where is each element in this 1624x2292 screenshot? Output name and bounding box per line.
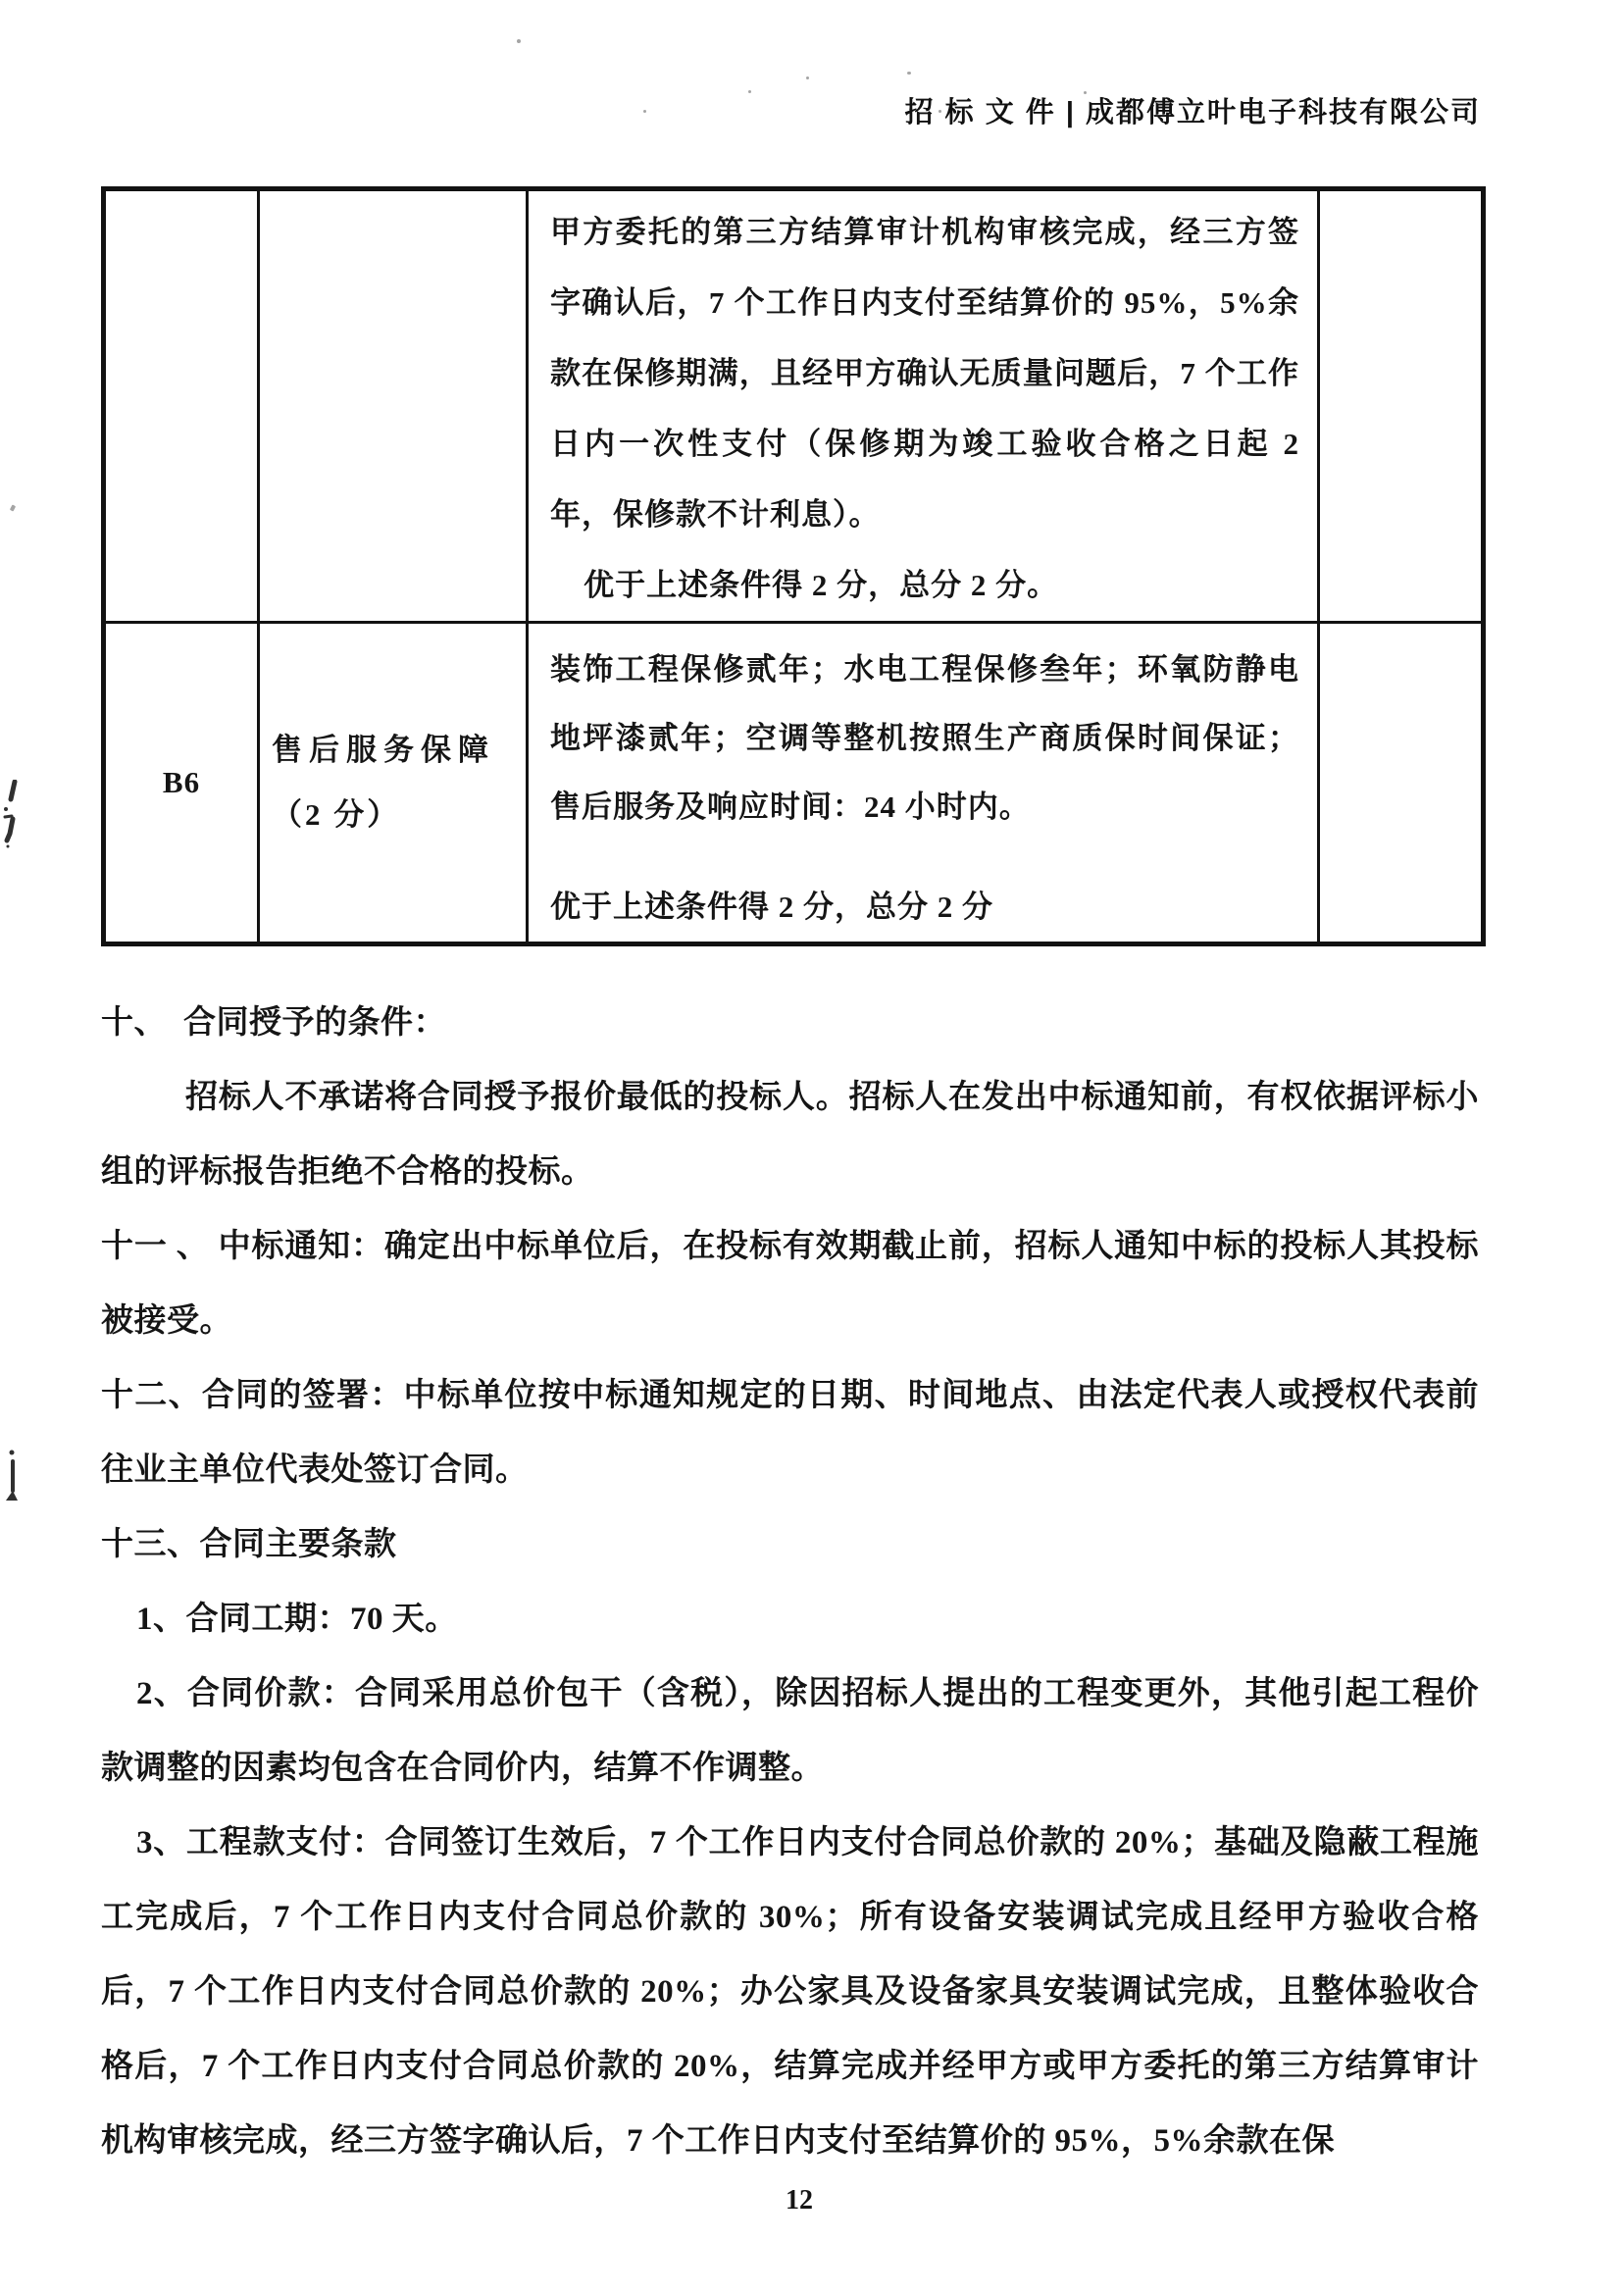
margin-pen-mark [4,1450,22,1504]
cell-criteria [259,623,528,944]
table-row-continuation [104,189,1484,623]
cell-description [528,623,1319,944]
section-heading-13: 十三、合同主要条款 [101,1527,397,1562]
scan-speck [643,110,646,113]
scan-speck [748,90,751,93]
bonus-condition-paragraph: 优于上述条件得 2 分，总分 2 分 [550,890,993,924]
clause-2-price: 2、合同价款：合同采用总价包干（含税），除因招标人提出的工程变更外，其他引起工程价款调整的因素均包含在合同价内，结算不作调整。 [101,1676,1479,1786]
page-number: 12 [786,2185,813,2216]
cell-score [1319,623,1484,944]
section-11: 十一 、 中标通知：确定出中标单位后，在投标有效期截止前，招标人通知中标的投标人其投标被接受。 [101,1229,1479,1339]
section-12: 十二、合同的签署：中标单位按中标通知规定的日期、时间地点、由法定代表人或授权代表前往业主单位代表处签订合同。 [101,1378,1479,1488]
cell-criteria [259,189,528,623]
cell-item-id [104,189,259,623]
evaluation-table [101,186,1486,946]
margin-pen-mark [2,780,25,848]
clause-1-duration: 1、合同工期：70 天。 [136,1602,458,1637]
criteria-score-note: （2 分） [272,797,401,832]
scan-speck [517,39,521,43]
section-heading-10: 十、 合同授予的条件： [101,1005,446,1041]
section-10-body: 招标人不承诺将合同授予报价最低的投标人。招标人在发出中标通知前，有权依据评标小组的评标报告拒绝不合格的投标。 [101,1080,1479,1190]
scan-speck [10,504,16,511]
cell-description [528,189,1319,623]
clause-3-payment: 3、工程款支付：合同签订生效后，7 个工作日内支付合同总价款的 20%；基础及隐蔽工程施工完成后，7 个工作日内支付合同总价款的 30%；所有设备安装调试完成且经甲方验收合格后，7 个工作日内支付合同总价款的 20%；办公家具及设备家具安装调试完成，且整体验收合格后，7 个工作日内支付合同总价款的 20%，结算完成并经甲方或甲方委托的第三方结算审计机构审核完成，经三方签字确认后，7 个工作日内支付至结算价的 95%，5%余款在保 [101,1825,1479,2159]
table-row-b6 [104,623,1484,944]
cell-score [1319,189,1484,623]
page-header-title: 招 标 文 件 | 成都傅立叶电子科技有限公司 [904,97,1481,128]
scan-speck [806,76,809,79]
contract-clauses [101,986,1479,2178]
scan-speck [907,72,911,75]
criteria-name: 售后服务保障 [272,733,495,767]
description-paragraph: 装饰工程保修贰年；水电工程保修叁年；环氧防静电地坪漆贰年；空调等整机按照生产商质保时间保证；售后服务及响应时间：24 小时内。 [550,652,1299,824]
description-paragraph: 甲方委托的第三方结算审计机构审核完成，经三方签字确认后，7 个工作日内支付至结算价的 95%，5%余款在保修期满，且经甲方确认无质量问题后，7 个工作日内一次性支付（保修期为竣工验收合格之日起 2 年，保修款不计利息）。 [550,215,1299,532]
bonus-condition-paragraph: 优于上述条件得 2 分，总分 2 分。 [584,568,1059,602]
cell-item-id: B6 [104,623,259,944]
